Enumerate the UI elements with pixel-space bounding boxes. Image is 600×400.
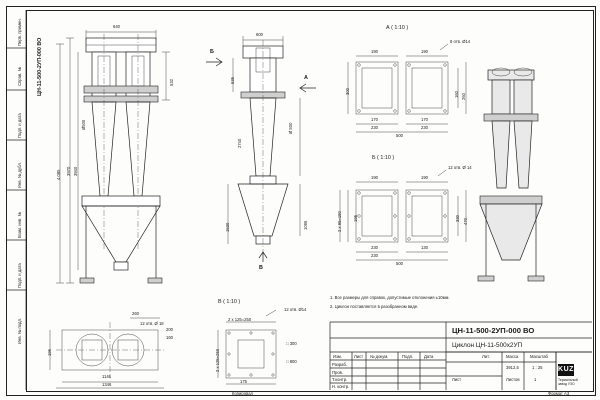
margin-label-6: Инв. № подл.: [17, 317, 22, 344]
detail-a-dim-0: 190: [371, 49, 378, 54]
bl-dim-3: 160: [166, 335, 173, 340]
tb-mass-header: Масса: [506, 354, 519, 359]
section-arrow-a: А: [304, 75, 308, 81]
bl-dim-5: 1146: [102, 374, 112, 379]
margin-label-1: Справ. №: [17, 67, 22, 86]
section-arrow-v: В: [259, 265, 263, 271]
dim-mid-hsmall: 1095: [303, 220, 308, 230]
sheet-designation-vertical: ЦН-11-500-2УП-000 ВО: [37, 37, 43, 96]
detail-b-dim-7: 230: [371, 245, 378, 250]
detail-v-title: В ( 1:10 ): [218, 299, 241, 305]
title-block-name: Циклон ЦН-11-500х2УП: [452, 342, 523, 349]
dim-mid-hlow: 1530: [225, 222, 230, 232]
tb-row-label-1: Пров.: [332, 370, 344, 375]
detail-b-dim-4: 330: [455, 215, 460, 222]
tb-sheets-value: 1: [534, 377, 537, 382]
detail-b-dim-6: 2 х 95=190: [337, 211, 342, 232]
tb-lit-header: Лит.: [482, 354, 490, 359]
format-label: Формат A3: [548, 391, 570, 396]
detail-v-dim-3: 175: [240, 379, 247, 384]
detail-b-dim-0: 190: [371, 175, 378, 180]
tb-mass-value: 3912,5: [506, 365, 519, 370]
detail-b-dim-2: 12 отв. Ø 14: [448, 165, 472, 170]
kopirovali-label: Копировал: [232, 391, 253, 396]
tb-row-label-0: Разраб.: [332, 362, 348, 367]
dim-mid-dia: Ø 500: [288, 122, 293, 134]
title-block-designation: ЦН-11-500-2УП-000 ВО: [452, 326, 535, 335]
detail-a-dim-1: 190: [421, 49, 428, 54]
detail-v-dim-5: □ 800: [286, 359, 297, 364]
detail-b-dim-9: 130: [421, 245, 428, 250]
dim-height-3: 3940: [73, 166, 78, 176]
tb-scale-value: 1 : 25: [532, 365, 543, 370]
company-subtitle: Термальный завод УЗО: [558, 378, 578, 386]
detail-v-dim-0: 12 отв. Ø14: [284, 307, 307, 312]
detail-b-dim-1: 190: [421, 175, 428, 180]
dim-height-total: 4 085: [56, 169, 61, 180]
detail-a-dim-8: 230: [371, 125, 378, 130]
dim-mid-cone: 2740: [237, 138, 242, 148]
detail-a-dim-2: 8 отв. Ø14: [450, 39, 471, 44]
bl-dim-2: 200: [166, 327, 173, 332]
dim-inner-height: 532: [169, 79, 174, 86]
section-arrow-b: Б: [210, 49, 214, 55]
detail-a-dim-5: 160: [454, 91, 459, 98]
tb-col-podp: Подп.: [402, 354, 414, 359]
detail-a-title: А ( 1:10 ): [386, 25, 409, 31]
tb-row-label-2: Т.контр.: [332, 377, 348, 382]
bl-dim-0: 260: [132, 311, 139, 316]
tb-col-list: Лист: [354, 354, 364, 359]
detail-b-dim-8: 230: [371, 253, 378, 258]
dim-top-width: 640: [113, 24, 120, 29]
dim-height-2: 3970: [66, 166, 71, 176]
tb-col-data: Дата: [424, 354, 434, 359]
tb-sheet-label: Лист: [452, 377, 462, 382]
detail-b-dim-3: 195: [353, 215, 358, 222]
margin-label-0: Перв. примен.: [17, 18, 22, 46]
margin-label-3: Инв. № дубл.: [17, 162, 22, 188]
bl-dim-6: 1346: [102, 382, 112, 387]
dim-dia-outer: Ø500: [81, 119, 86, 130]
note-item-0: 1. Все размеры для справок, допустимые отклонения ±10мм.: [330, 295, 450, 300]
detail-v-dim-1: 2 х 125=250: [215, 348, 220, 372]
detail-b-dim-5: 470: [463, 218, 468, 225]
margin-label-4: Взам. инв. №: [17, 212, 22, 238]
tb-row-label-3: Н. контр.: [332, 384, 350, 389]
margin-label-5: Подп. и дата: [17, 263, 22, 288]
bl-dim-1: 12 отв. Ø 18: [140, 321, 164, 326]
company-logo: [558, 364, 574, 376]
tb-col-dokum: № докум.: [370, 354, 389, 359]
bl-dim-4: 196: [47, 349, 52, 356]
tb-scale-header: Масштаб: [530, 354, 548, 359]
tb-sheets-label: Листов: [506, 377, 520, 382]
dim-mid-top: 600: [256, 32, 263, 37]
detail-a-dim-3: 300: [345, 88, 350, 95]
detail-a-dim-6: 170: [371, 117, 378, 122]
detail-b-title: Б ( 1:10 ): [372, 155, 395, 161]
margin-label-2: Подп. и дата: [17, 113, 22, 138]
detail-a-dim-4: 260: [461, 93, 466, 100]
detail-a-dim-7: 170: [421, 117, 428, 122]
company-logo-text: KUZ: [558, 366, 574, 373]
detail-a-dim-10: 500: [396, 133, 403, 138]
detail-a-dim-9: 230: [421, 125, 428, 130]
detail-v-dim-2: 2 х 125=250: [228, 317, 252, 322]
detail-b-dim-10: 500: [396, 261, 403, 266]
tb-col-izm: Изм.: [333, 354, 342, 359]
detail-v-dim-4: □ 300: [286, 341, 297, 346]
dim-mid-h1: 535: [230, 77, 235, 84]
note-item-1: 2. Циклон поставляется в разобранном виде.: [330, 304, 419, 309]
